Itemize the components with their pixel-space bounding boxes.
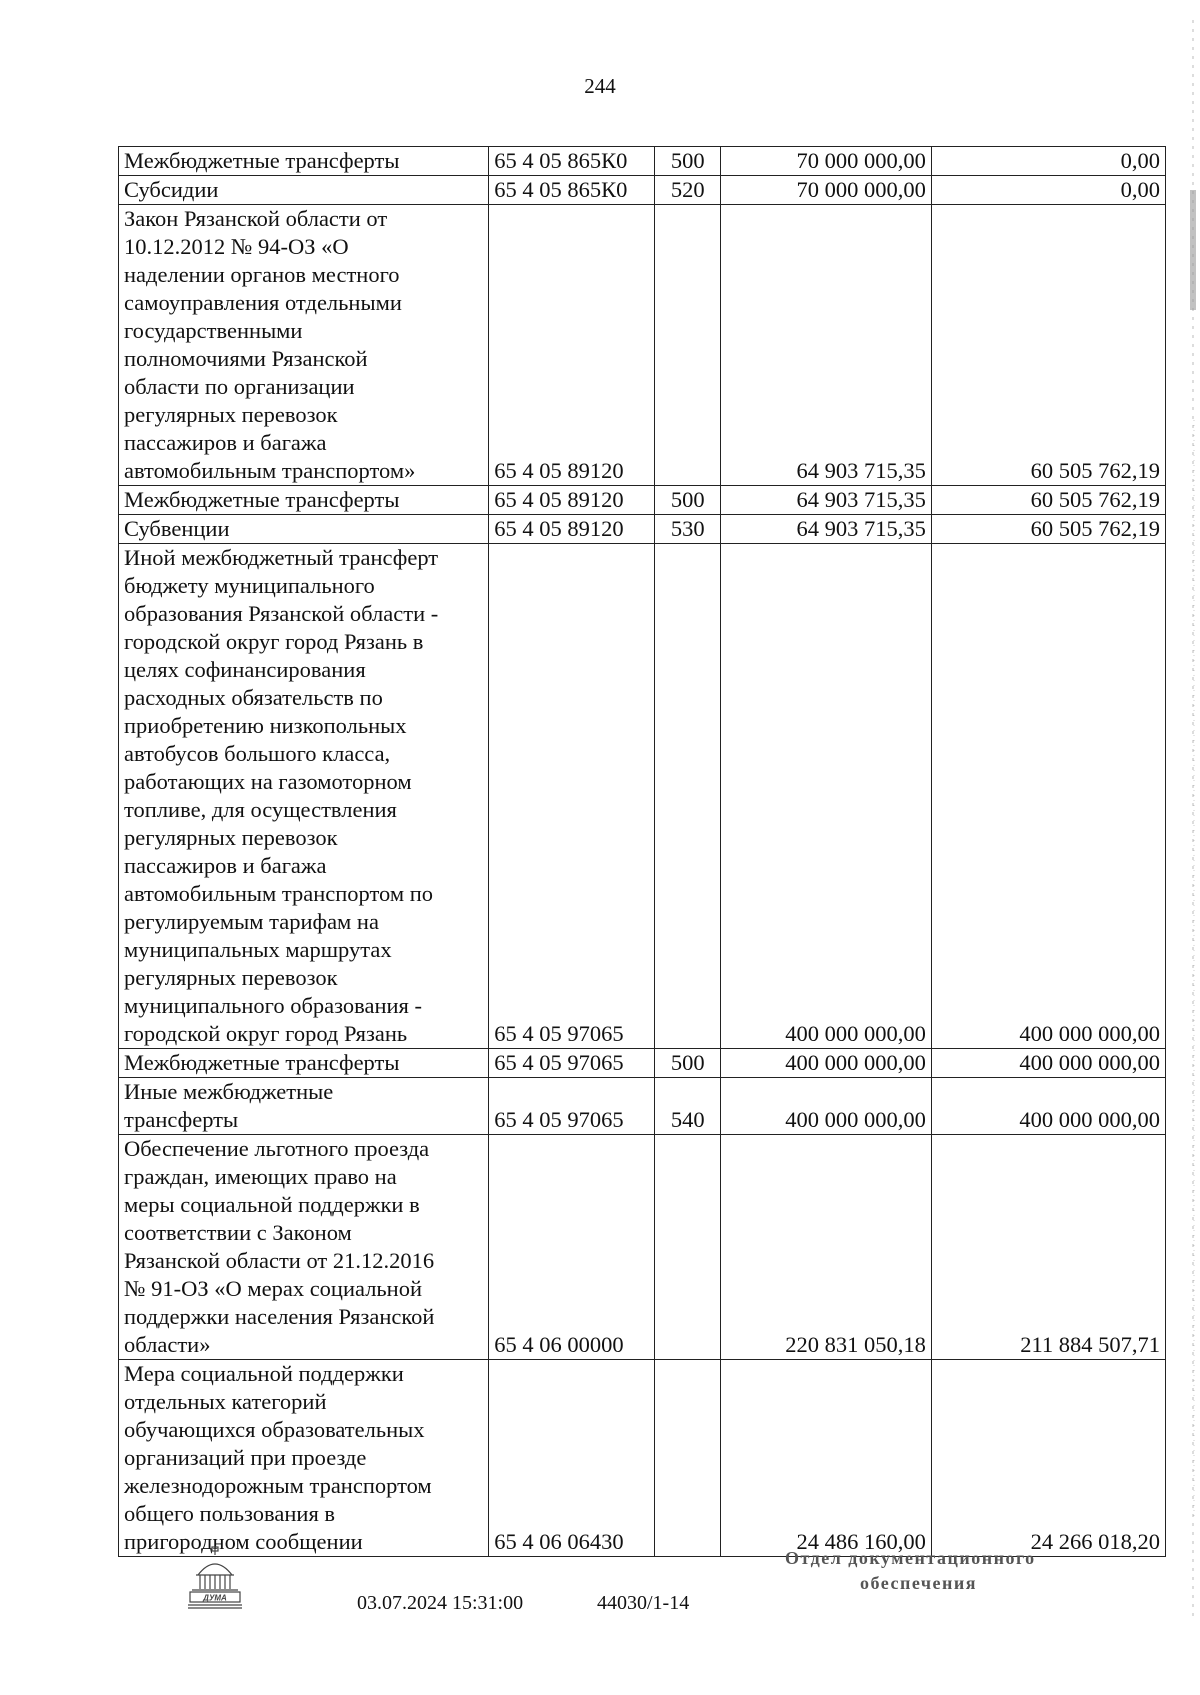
row-name: Субвенции — [119, 515, 489, 544]
row-sum-2: 211 884 507,71 — [931, 1135, 1165, 1360]
row-name: Закон Рязанской области от 10.12.2012 № 94-ОЗ «О наделении органов местного самоуправления отдельными государственными полномочиями Рязанской области по организации регулярных перевозок пассажиров и багажа автомобильным транспортом» — [119, 205, 489, 486]
row-vr: 500 — [655, 1049, 721, 1078]
table-row — [119, 1360, 1166, 1557]
row-name: Межбюджетные трансферты — [119, 1049, 489, 1078]
table-row — [119, 486, 1166, 515]
row-sum-1: 400 000 000,00 — [721, 1049, 932, 1078]
row-name: Мера социальной поддержки отдельных категорий обучающихся образовательных организаций при проезде железнодорожным транспортом общего пользования в пригородном сообщении — [119, 1360, 489, 1557]
row-csr: 65 4 05 89120 — [489, 515, 655, 544]
row-sum-1: 400 000 000,00 — [721, 544, 932, 1049]
row-sum-2: 400 000 000,00 — [931, 1078, 1165, 1135]
row-sum-2: 400 000 000,00 — [931, 1049, 1165, 1078]
row-vr — [655, 544, 721, 1049]
row-sum-1: 64 903 715,35 — [721, 515, 932, 544]
row-sum-1: 24 486 160,00 — [721, 1360, 932, 1557]
duma-logo-text: ДУМА — [203, 1593, 227, 1603]
row-csr: 65 4 05 97065 — [489, 544, 655, 1049]
table-row — [119, 176, 1166, 205]
row-sum-2: 0,00 — [931, 147, 1165, 176]
row-csr: 65 4 05 97065 — [489, 1078, 655, 1135]
row-vr: 500 — [655, 486, 721, 515]
row-vr: 520 — [655, 176, 721, 205]
row-vr — [655, 1135, 721, 1360]
row-sum-2: 400 000 000,00 — [931, 544, 1165, 1049]
row-name: Иной межбюджетный трансферт бюджету муниципального образования Рязанской области - городской округ город Рязань в целях софинансирования расходных обязательств по приобретению низкопольных автобусов большого класса, работающих на газомоторном топливе, для осуществления регулярных перевозок пассажиров и багажа автомобильным транспортом по регулируемым тарифам на муниципальных маршрутах регулярных перевозок муниципального образования - городской округ город Рязань — [119, 544, 489, 1049]
table-row — [119, 205, 1166, 486]
scan-edge-marks — [1188, 20, 1198, 1620]
row-vr — [655, 1360, 721, 1557]
row-sum-2: 24 266 018,20 — [931, 1360, 1165, 1557]
row-sum-1: 64 903 715,35 — [721, 486, 932, 515]
row-name: Межбюджетные трансферты — [119, 486, 489, 515]
table-row — [119, 515, 1166, 544]
row-csr: 65 4 05 89120 — [489, 486, 655, 515]
stamp-line-1: Отдел документационного — [785, 1548, 1036, 1568]
row-name: Обеспечение льготного проезда граждан, имеющих право на меры социальной поддержки в соответствии с Законом Рязанской области от 21.12.2016 № 91-ОЗ «О мерах социальной поддержки населения Рязанской области» — [119, 1135, 489, 1360]
row-sum-2: 60 505 762,19 — [931, 515, 1165, 544]
row-csr: 65 4 05 97065 — [489, 1049, 655, 1078]
row-vr: 540 — [655, 1078, 721, 1135]
row-csr: 65 4 05 865К0 — [489, 147, 655, 176]
budget-table — [118, 146, 1166, 1557]
footer-datetime: 03.07.2024 15:31:00 — [357, 1592, 524, 1614]
table-row — [119, 1078, 1166, 1135]
stamp-line-2: обеспечения — [860, 1573, 977, 1593]
row-vr: 530 — [655, 515, 721, 544]
row-csr: 65 4 05 89120 — [489, 205, 655, 486]
row-csr: 65 4 06 06430 — [489, 1360, 655, 1557]
row-sum-1: 70 000 000,00 — [721, 147, 932, 176]
table-row — [119, 544, 1166, 1049]
row-sum-1: 220 831 050,18 — [721, 1135, 932, 1360]
table-row — [119, 147, 1166, 176]
row-sum-1: 64 903 715,35 — [721, 205, 932, 486]
row-csr: 65 4 05 865К0 — [489, 176, 655, 205]
footer-doc-code: 44030/1-14 — [597, 1592, 690, 1614]
page-number: 244 — [584, 74, 616, 98]
row-sum-1: 70 000 000,00 — [721, 176, 932, 205]
row-sum-2: 0,00 — [931, 176, 1165, 205]
row-sum-2: 60 505 762,19 — [931, 486, 1165, 515]
row-csr: 65 4 06 00000 — [489, 1135, 655, 1360]
row-name: Межбюджетные трансферты — [119, 147, 489, 176]
row-sum-2: 60 505 762,19 — [931, 205, 1165, 486]
row-sum-1: 400 000 000,00 — [721, 1078, 932, 1135]
row-vr: 500 — [655, 147, 721, 176]
row-name: Иные межбюджетные трансферты — [119, 1078, 489, 1135]
table-row — [119, 1135, 1166, 1360]
row-vr — [655, 205, 721, 486]
table-row — [119, 1049, 1166, 1078]
row-name: Субсидии — [119, 176, 489, 205]
